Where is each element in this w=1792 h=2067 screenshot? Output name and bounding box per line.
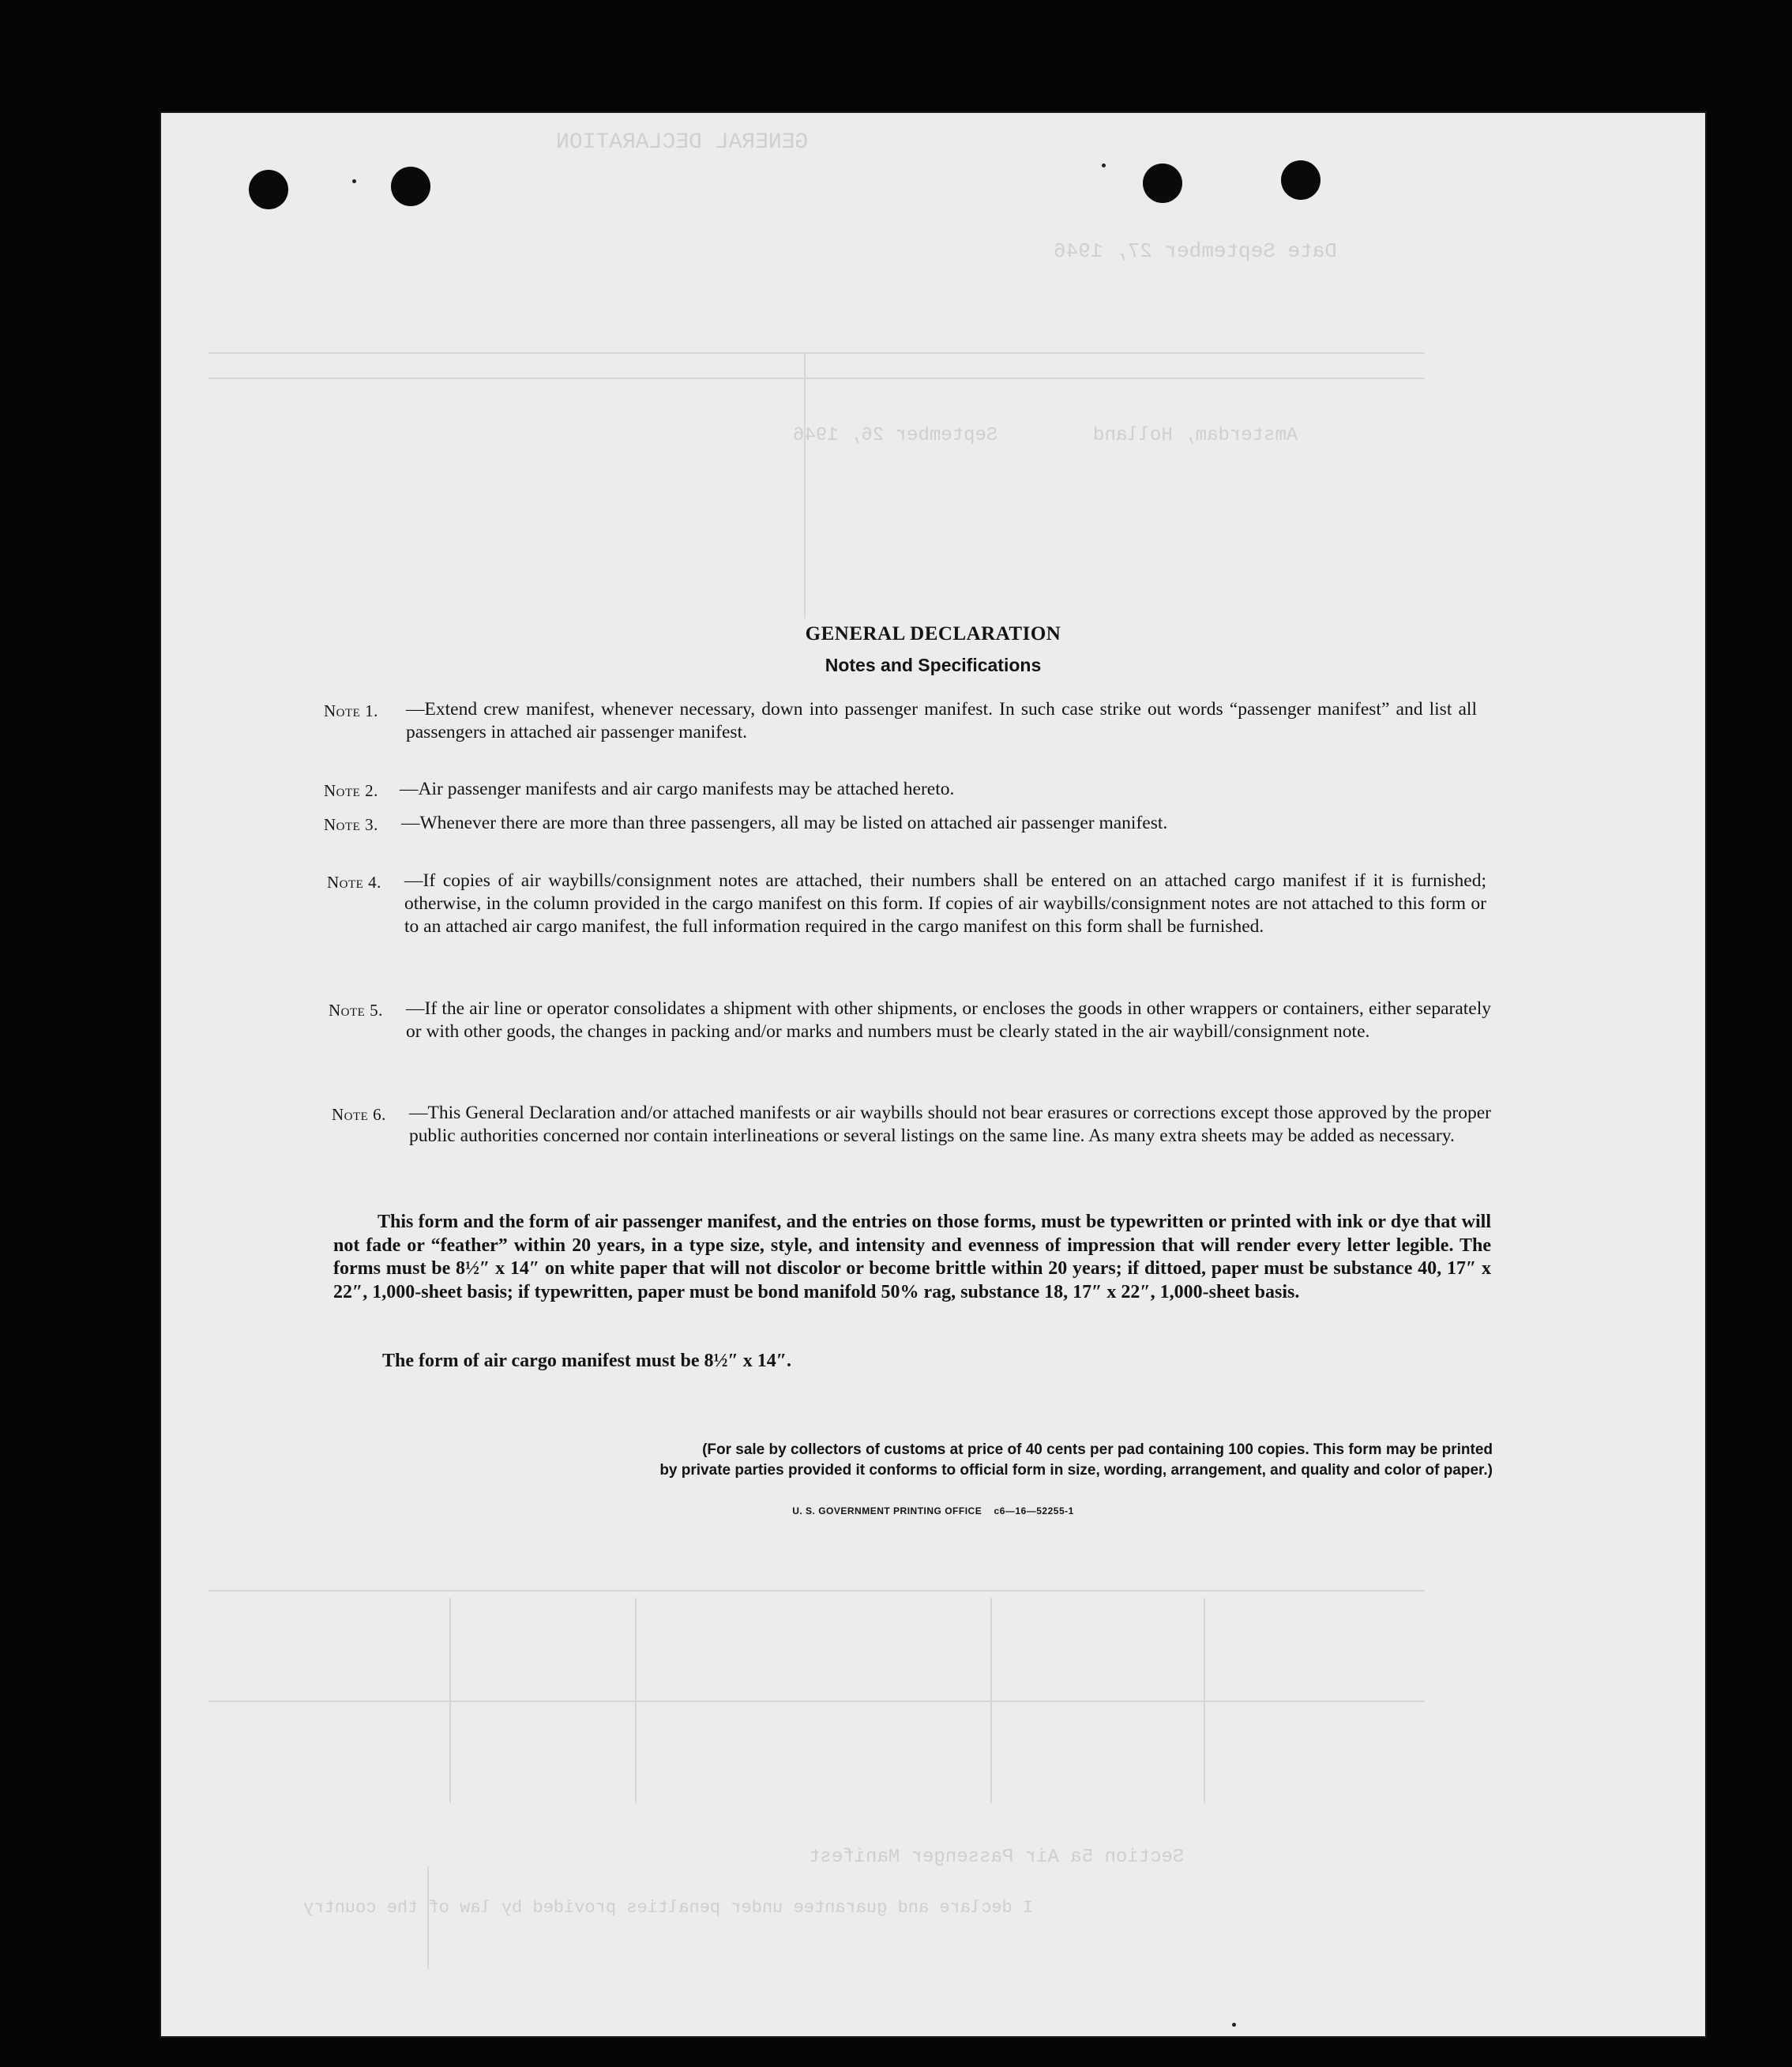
sale-notice-line-1: (For sale by collectors of customs at price of 40 cents per pad containing 100 copies. This form may be printed (702, 1441, 1493, 1458)
note-2-text (400, 778, 1490, 801)
page-title: GENERAL DECLARATION (805, 623, 1061, 645)
notes-content (161, 113, 1705, 2036)
note-3-body: —Whenever there are more than three passengers, all may be listed on attached air passenger manifest. (401, 813, 1168, 833)
ghost-text: I declare and guarantee under penalties provided by law of the country (303, 1898, 1034, 1918)
page-subtitle: Notes and Specifications (825, 655, 1042, 675)
note-1-text (406, 698, 1477, 744)
note-2-label: Note 2. (324, 781, 378, 800)
note-4-body: —If copies of air waybills/consignment notes are attached, their numbers shall be entered on an attached cargo manifest if it is furnished; otherwise, in the column provided in the cargo manifest on this form. If copies of air waybills/consignment notes are not attached to this form or to an attached air cargo manifest, the full information required in the cargo manifest on this form shall be furnished. (404, 870, 1486, 937)
printing-office-line: U. S. GOVERNMENT PRINTING OFFICE c6—16—52255-1 (792, 1505, 1074, 1516)
note-5-text (406, 998, 1491, 1043)
ghost-text: Amsterdam, Holland (1093, 425, 1298, 446)
ghost-text: Section 5a Air Passenger Manifest (809, 1847, 1185, 1868)
note-2-body: —Air passenger manifests and air cargo manifests may be attached hereto. (400, 779, 955, 799)
note-3-text (401, 812, 1478, 835)
ghost-text: September 26, 1946 (793, 425, 998, 446)
specifications-paragraph: This form and the form of air passenger manifest, and the entries on those forms, must be typewritten or printed with ink or dye that will not fade or “feather” within 20 years, in a type size, style, and intensity and evenness of impression that will render every letter legible. The forms must be 8½″ x 14″ on white paper that will not discolor or become brittle within 20 years; if dittoed, paper must be substance 40, 17″ x 22″, 1,000-sheet basis; if typewritten, paper must be bond manifold 50% rag, substance 18, 17″ x 22″, 1,000-sheet basis. (333, 1212, 1491, 1302)
note-1-body: —Extend crew manifest, whenever necessary, down into passenger manifest. In such case strike out words “passenger manifest” and list all passengers in attached air passenger manifest. (406, 699, 1477, 742)
ghost-text: GENERAL DECLARATION (556, 130, 809, 155)
note-4-label: Note 4. (327, 873, 381, 892)
note-6-label: Note 6. (332, 1105, 386, 1124)
note-5-label: Note 5. (329, 1001, 383, 1020)
note-1-label: Note 1. (324, 701, 378, 720)
note-4-text (404, 870, 1486, 938)
note-5-body: —If the air line or operator consolidates a shipment with other shipments, or encloses the goods in other wrappers or containers, either separately or with other goods, the changes in packing and/or marks and numbers must be clearly stated in the air waybill/consignment note. (406, 998, 1491, 1042)
cargo-manifest-size-line: The form of air cargo manifest must be 8½″ x 14″. (382, 1351, 791, 1371)
ghost-text: Date September 27, 1946 (1054, 239, 1337, 263)
note-6-text (409, 1102, 1491, 1148)
note-3-label: Note 3. (324, 815, 378, 834)
note-6-body: —This General Declaration and/or attached manifests or air waybills should not bear erasures or corrections except those approved by the proper public authorities concerned nor contain interlineations or several listings on the same line. As many extra sheets may be added as necessary. (409, 1103, 1491, 1146)
sale-notice (340, 1440, 1493, 1481)
sale-notice-line-2: by private parties provided it conforms to official form in size, wording, arrangement, and quality and color of paper.) (659, 1462, 1493, 1479)
document-page (161, 113, 1705, 2036)
